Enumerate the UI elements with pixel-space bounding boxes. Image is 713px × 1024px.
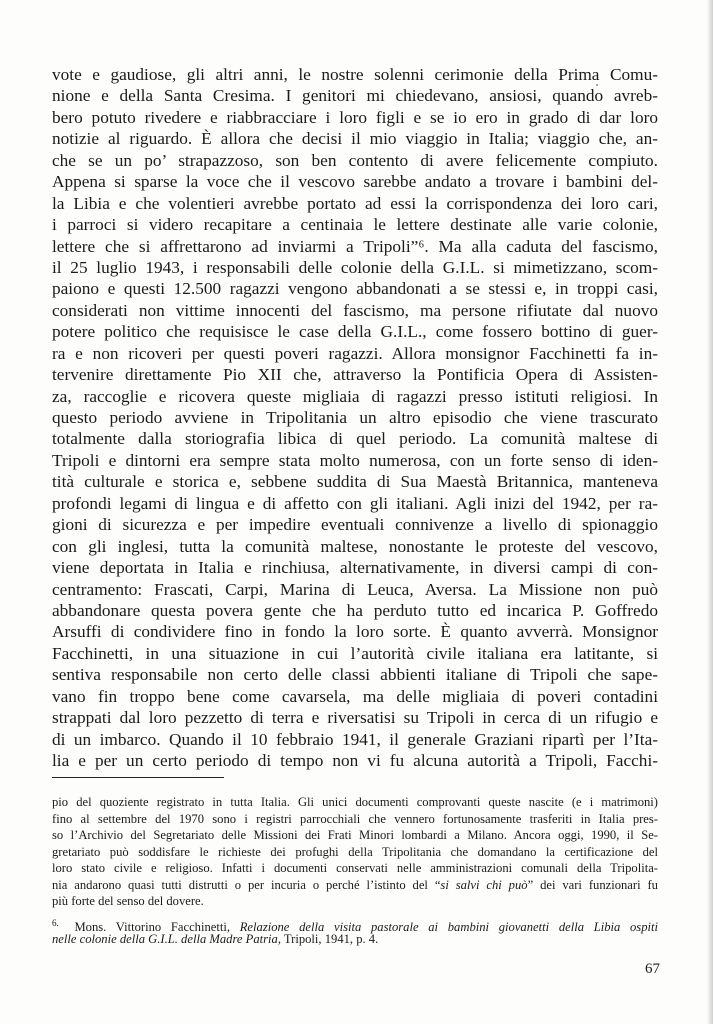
page-edge-shadow xyxy=(707,0,713,1024)
main-text-line: Facchinetti, in una situazione in cui l’autorità civile italiana era latitante, si xyxy=(52,643,658,663)
main-text-line: vano fin troppo bene come cavarsela, ma delle migliaia di poveri contadini xyxy=(52,686,658,706)
main-text-line: Arsuffi di condividere fino in fondo la loro sorte. È quanto avverrà. Monsignor xyxy=(52,622,658,642)
footnote-separator xyxy=(52,777,224,778)
main-text-line: paiono e questi 12.500 ragazzi vengono abbandonati a se stessi e, in troppi casi, xyxy=(52,279,658,299)
main-text-line: ra e non ricoveri per questi poveri ragazzi. Allora monsignor Facchinetti fa in- xyxy=(52,343,658,363)
main-text-line: potere politico che requisisce le case della G.I.L., come fossero bottino di guer- xyxy=(52,322,658,342)
footnote-6-author: Mons. Vittorino Facchinetti, xyxy=(74,919,231,934)
main-text-line: profondi legami di lingua e di affetto con gli italiani. Agli inizi del 1942, per ra- xyxy=(52,493,658,513)
footnote-6-rest: , Tripoli, 1941, p. 4. xyxy=(277,932,379,946)
footnote-6 xyxy=(52,915,658,948)
main-text-line: lia e per un certo periodo di tempo non vi fu alcuna autorità a Tripoli, Facchi- xyxy=(52,751,658,770)
main-text-line: Appena si sparse la voce che il vescovo sarebbe andato a trovare i bambini del- xyxy=(52,172,658,192)
main-text-line: gioni di sicurezza e per impedire eventuali connivenze a livello di spionaggio xyxy=(52,515,658,535)
main-text-line: bero potuto rivedere e riabbracciare i loro figli e se io ero in grado di dar loro xyxy=(52,107,658,127)
main-text-line: il 25 luglio 1943, i responsabili delle colonie della G.I.L. si mimetizzano, scom- xyxy=(52,257,658,277)
footnote-line: fino al settembre del 1970 sono i registri parrocchiali che vennero fortunosamente trasferiti in Italia pres- xyxy=(52,811,658,826)
footnotes xyxy=(52,794,658,948)
main-text-line: totalmente dalla storiografia libica di quel periodo. La comunità maltese di xyxy=(52,429,658,449)
footnote-6-reference: ⁶ xyxy=(418,236,425,256)
footnote-6-title-line2: nelle colonie della G.I.L. della Madre Patria xyxy=(52,932,278,946)
page-number: 67 xyxy=(645,961,660,977)
footnote-6-number: 6. xyxy=(52,917,59,928)
main-text-line: con gli inglesi, tutta la comunità maltese, nonostante le proteste del vescovo, xyxy=(52,536,658,556)
main-text-line: sentiva responsabile non certo delle classi abbienti italiane di Tripoli che sape- xyxy=(52,665,658,685)
main-text-line: di un imbarco. Quando il 10 febbraio 1941, il generale Graziani ripartì per l’Ita- xyxy=(52,729,658,749)
footnote-line: nia andarono quasi tutti distrutti o per incuria o perché l’istinto del “si salvi chi può” dei vari funzionari fu xyxy=(52,877,658,892)
main-text-line: Tripoli e dintorni era sempre stata molto numerosa, con un forte senso di iden- xyxy=(52,450,658,470)
main-text-line: za, raccoglie e ricovera queste migliaia di ragazzi presso istituti religiosi. In xyxy=(52,386,658,406)
main-text-line: abbandonare questa povera gente che ha perduto tutto ed incarica P. Goffredo xyxy=(52,600,658,620)
main-text-line: questo periodo avviene in Tripolitania un altro episodio che viene trascurato xyxy=(52,408,658,427)
main-text-line: la Libia e che volentieri avrebbe portato ad essi la corrispondenza dei loro cari, xyxy=(52,193,658,213)
main-text-line: viene deportata in Italia e rinchiusa, alternativamente, in diversi campi di con- xyxy=(52,558,658,578)
main-text-line: tervenire direttamente Pio XII che, attraverso la Pontificia Opera di Assisten- xyxy=(52,365,658,385)
footnote-line: gretariato può soddisfare le richieste dei profughi della Tripolitania che domandano la certificazione del xyxy=(52,844,658,859)
main-text-line: strappati dal loro pezzetto di terra e riversatisi su Tripoli in cerca di un rifugio e xyxy=(52,708,658,728)
footnote-6-title-line1: Relazione della visita pastorale ai bambini giovanetti della Libia ospiti xyxy=(239,919,659,934)
main-text-line: lettere che si affrettarono ad inviarmi a Tripoli”⁶. Ma alla caduta del fascismo, xyxy=(52,236,658,256)
main-text-line: i parroci si videro recapitare a centinaia le lettere destinate alle varie colonie, xyxy=(52,215,658,235)
main-text-line: considerati non vittime innocenti del fascismo, ma persone rifiutate dal nuovo xyxy=(52,300,658,320)
main-text-line: che se un po’ strapazzoso, son ben contento di avere felicemente compiuto. xyxy=(52,150,658,170)
main-text-line: notizie al riguardo. È allora che decisi il mio viaggio in Italia; viaggio che, an- xyxy=(52,129,658,149)
main-text-line: vote e gaudiose, gli altri anni, le nostre solenni cerimonie della Prima Comu- xyxy=(52,65,658,84)
footnote-line: so l’Archivio del Segretariato delle Missioni dei Frati Minori lombardi a Milano. Ancora oggi, 1990, il Se- xyxy=(52,828,658,842)
footnote-line: pio del quoziente registrato in tutta Italia. Gli unici documenti comprovanti queste nascite (e i matrimoni) xyxy=(52,795,658,809)
footnote-line: loro stato civile e religioso. Infatti i documenti conservati nelle amministrazioni comunali della Tripolita- xyxy=(52,861,658,875)
footnote-line: più forte del senso del dovere. xyxy=(52,894,204,908)
scan-speck xyxy=(596,84,598,86)
main-text-line: tità culturale e storica e, sebbene suddita di Sua Maestà Britannica, manteneva xyxy=(52,472,658,492)
main-text-line: nione e della Santa Cresima. I genitori mi chiedevano, ansiosi, quando avreb- xyxy=(52,86,658,106)
footnote-continuation xyxy=(52,794,658,910)
main-text-body xyxy=(52,64,658,771)
main-text-line: centramento: Frascati, Carpi, Marina di Leuca, Aversa. La Missione non può xyxy=(52,579,658,599)
